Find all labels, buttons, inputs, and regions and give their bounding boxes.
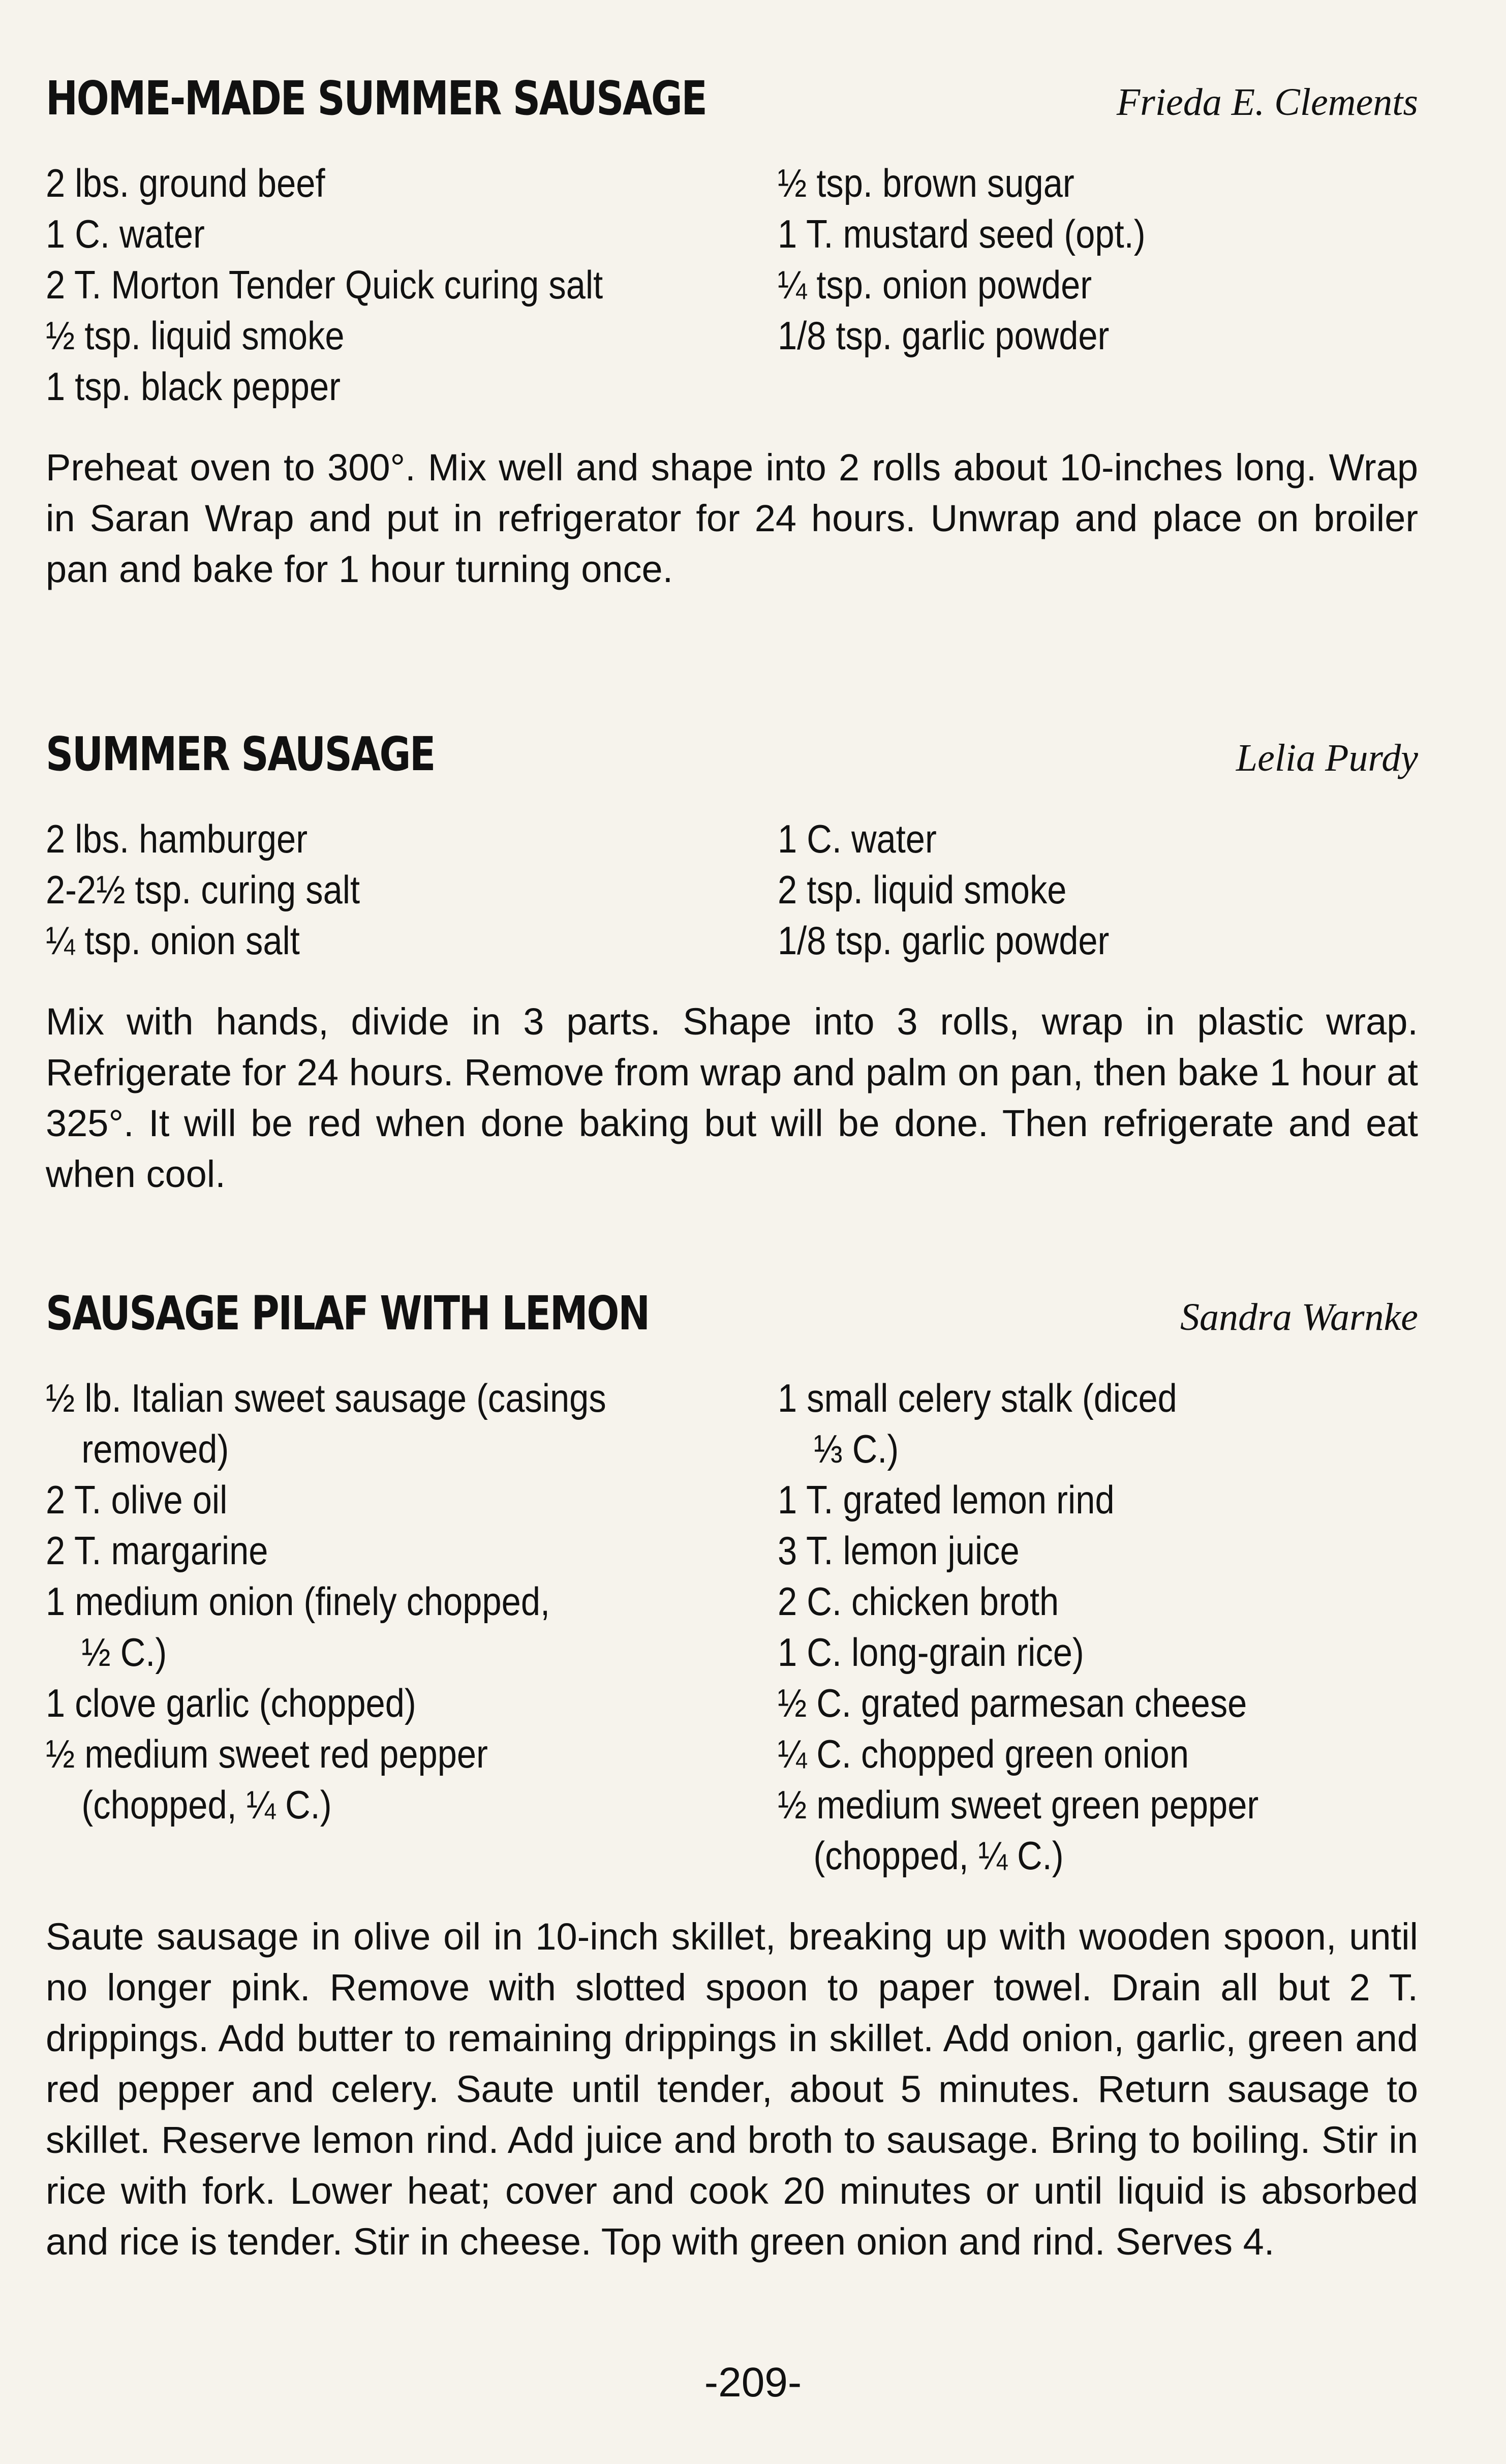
ingredients-right [778, 158, 1418, 412]
ingredient: 2 T. margarine [46, 1528, 268, 1573]
ingredients-left [46, 813, 778, 966]
recipe-sausage-pilaf-with-lemon [46, 1286, 1418, 2267]
ingredient: ½ medium sweet green pepper [778, 1782, 1259, 1827]
ingredient: 1/8 tsp. garlic powder [778, 313, 1110, 358]
recipe-author: Lelia Purdy [1236, 737, 1418, 779]
recipe-title: HOME-MADE SUMMER SAUSAGE [46, 71, 706, 126]
ingredient-continuation: (chopped, ¼ C.) [81, 1782, 332, 1827]
ingredient: 2 T. olive oil [46, 1477, 228, 1522]
ingredient: 1 C. long-grain rice) [778, 1630, 1084, 1675]
ingredient: 1 medium onion (finely chopped, [46, 1579, 550, 1624]
recipe-title: SUMMER SAUSAGE [46, 727, 435, 781]
ingredient: 1/8 tsp. garlic powder [778, 918, 1110, 963]
ingredient: 1 small celery stalk (diced [778, 1376, 1177, 1420]
ingredients-left [46, 1373, 778, 1881]
ingredients-left [46, 158, 778, 412]
recipe-summer-sausage [46, 727, 1418, 1200]
ingredient-continuation: (chopped, ¼ C.) [813, 1833, 1064, 1878]
ingredients-right [778, 813, 1418, 966]
recipe-directions: Saute sausage in olive oil in 10-inch skillet, breaking up with wooden spoon, until no longer pink. Remove with slotted spoon to paper towel. Drain all but 2 T. drippings. Add butter to remaining drippings in skillet. Add onion, garlic, green and red pepper and celery. Saute until tender, about 5 minutes. Return sausage to skillet. Reserve lemon rind. Add juice and broth to sausage. Bring to boiling. Stir in rice with fork. Lower heat; cover and cook 20 minutes or until liquid is absorbed and rice is tender. Stir in cheese. Top with green onion and rind. Serves 4. [46, 1915, 1418, 2263]
ingredient: ½ tsp. liquid smoke [46, 313, 345, 358]
ingredient: ½ lb. Italian sweet sausage (casings [46, 1376, 606, 1420]
ingredient: 1 C. water [778, 816, 937, 861]
ingredient: 2-2½ tsp. curing salt [46, 867, 360, 912]
ingredient: 1 T. grated lemon rind [778, 1477, 1115, 1522]
ingredient: 1 tsp. black pepper [46, 364, 341, 409]
ingredient: ½ tsp. brown sugar [778, 161, 1074, 205]
recipe-title: SAUSAGE PILAF WITH LEMON [46, 1286, 649, 1341]
ingredient-continuation: ⅓ C.) [813, 1426, 899, 1471]
ingredients [46, 1373, 1418, 1881]
ingredient: 2 T. Morton Tender Quick curing salt [46, 262, 603, 307]
ingredient: ¼ tsp. onion powder [778, 262, 1092, 307]
recipe-author: Sandra Warnke [1180, 1296, 1418, 1339]
ingredient: 2 lbs. hamburger [46, 816, 308, 861]
ingredient: ¼ C. chopped green onion [778, 1731, 1189, 1776]
recipe-author: Frieda E. Clements [1116, 81, 1418, 124]
recipe-home-made-summer-sausage [46, 71, 1418, 595]
recipe-header [46, 1286, 1418, 1352]
ingredient-continuation: ½ C.) [81, 1630, 167, 1675]
ingredient: 1 T. mustard seed (opt.) [778, 211, 1146, 256]
ingredient: ½ C. grated parmesan cheese [778, 1681, 1247, 1725]
ingredient: ½ medium sweet red pepper [46, 1731, 488, 1776]
ingredient: ¼ tsp. onion salt [46, 918, 300, 963]
ingredient: 2 lbs. ground beef [46, 161, 325, 205]
page-number: -209- [704, 2359, 802, 2406]
recipe-header [46, 71, 1418, 137]
ingredient: 2 tsp. liquid smoke [778, 867, 1067, 912]
ingredients-right [778, 1373, 1418, 1881]
ingredients [46, 813, 1418, 966]
recipe-header [46, 727, 1418, 793]
recipe-directions: Mix with hands, divide in 3 parts. Shape into 3 rolls, wrap in plastic wrap. Refrigerate for 24 hours. Remove from wrap and palm on pan, then bake 1 hour at 325°. It will be red when done baking but will be done. Then refrigerate and eat when cool. [46, 1000, 1418, 1195]
ingredient: 1 clove garlic (chopped) [46, 1681, 416, 1725]
ingredients [46, 158, 1418, 412]
recipe-directions: Preheat oven to 300°. Mix well and shape into 2 rolls about 10-inches long. Wrap in Saran Wrap and put in refrigerator for 24 hours. Unwrap and place on broiler pan and bake for 1 hour turning once. [46, 446, 1418, 590]
ingredient: 1 C. water [46, 211, 205, 256]
ingredient-continuation: removed) [81, 1426, 229, 1471]
ingredient: 2 C. chicken broth [778, 1579, 1059, 1624]
ingredient: 3 T. lemon juice [778, 1528, 1020, 1573]
